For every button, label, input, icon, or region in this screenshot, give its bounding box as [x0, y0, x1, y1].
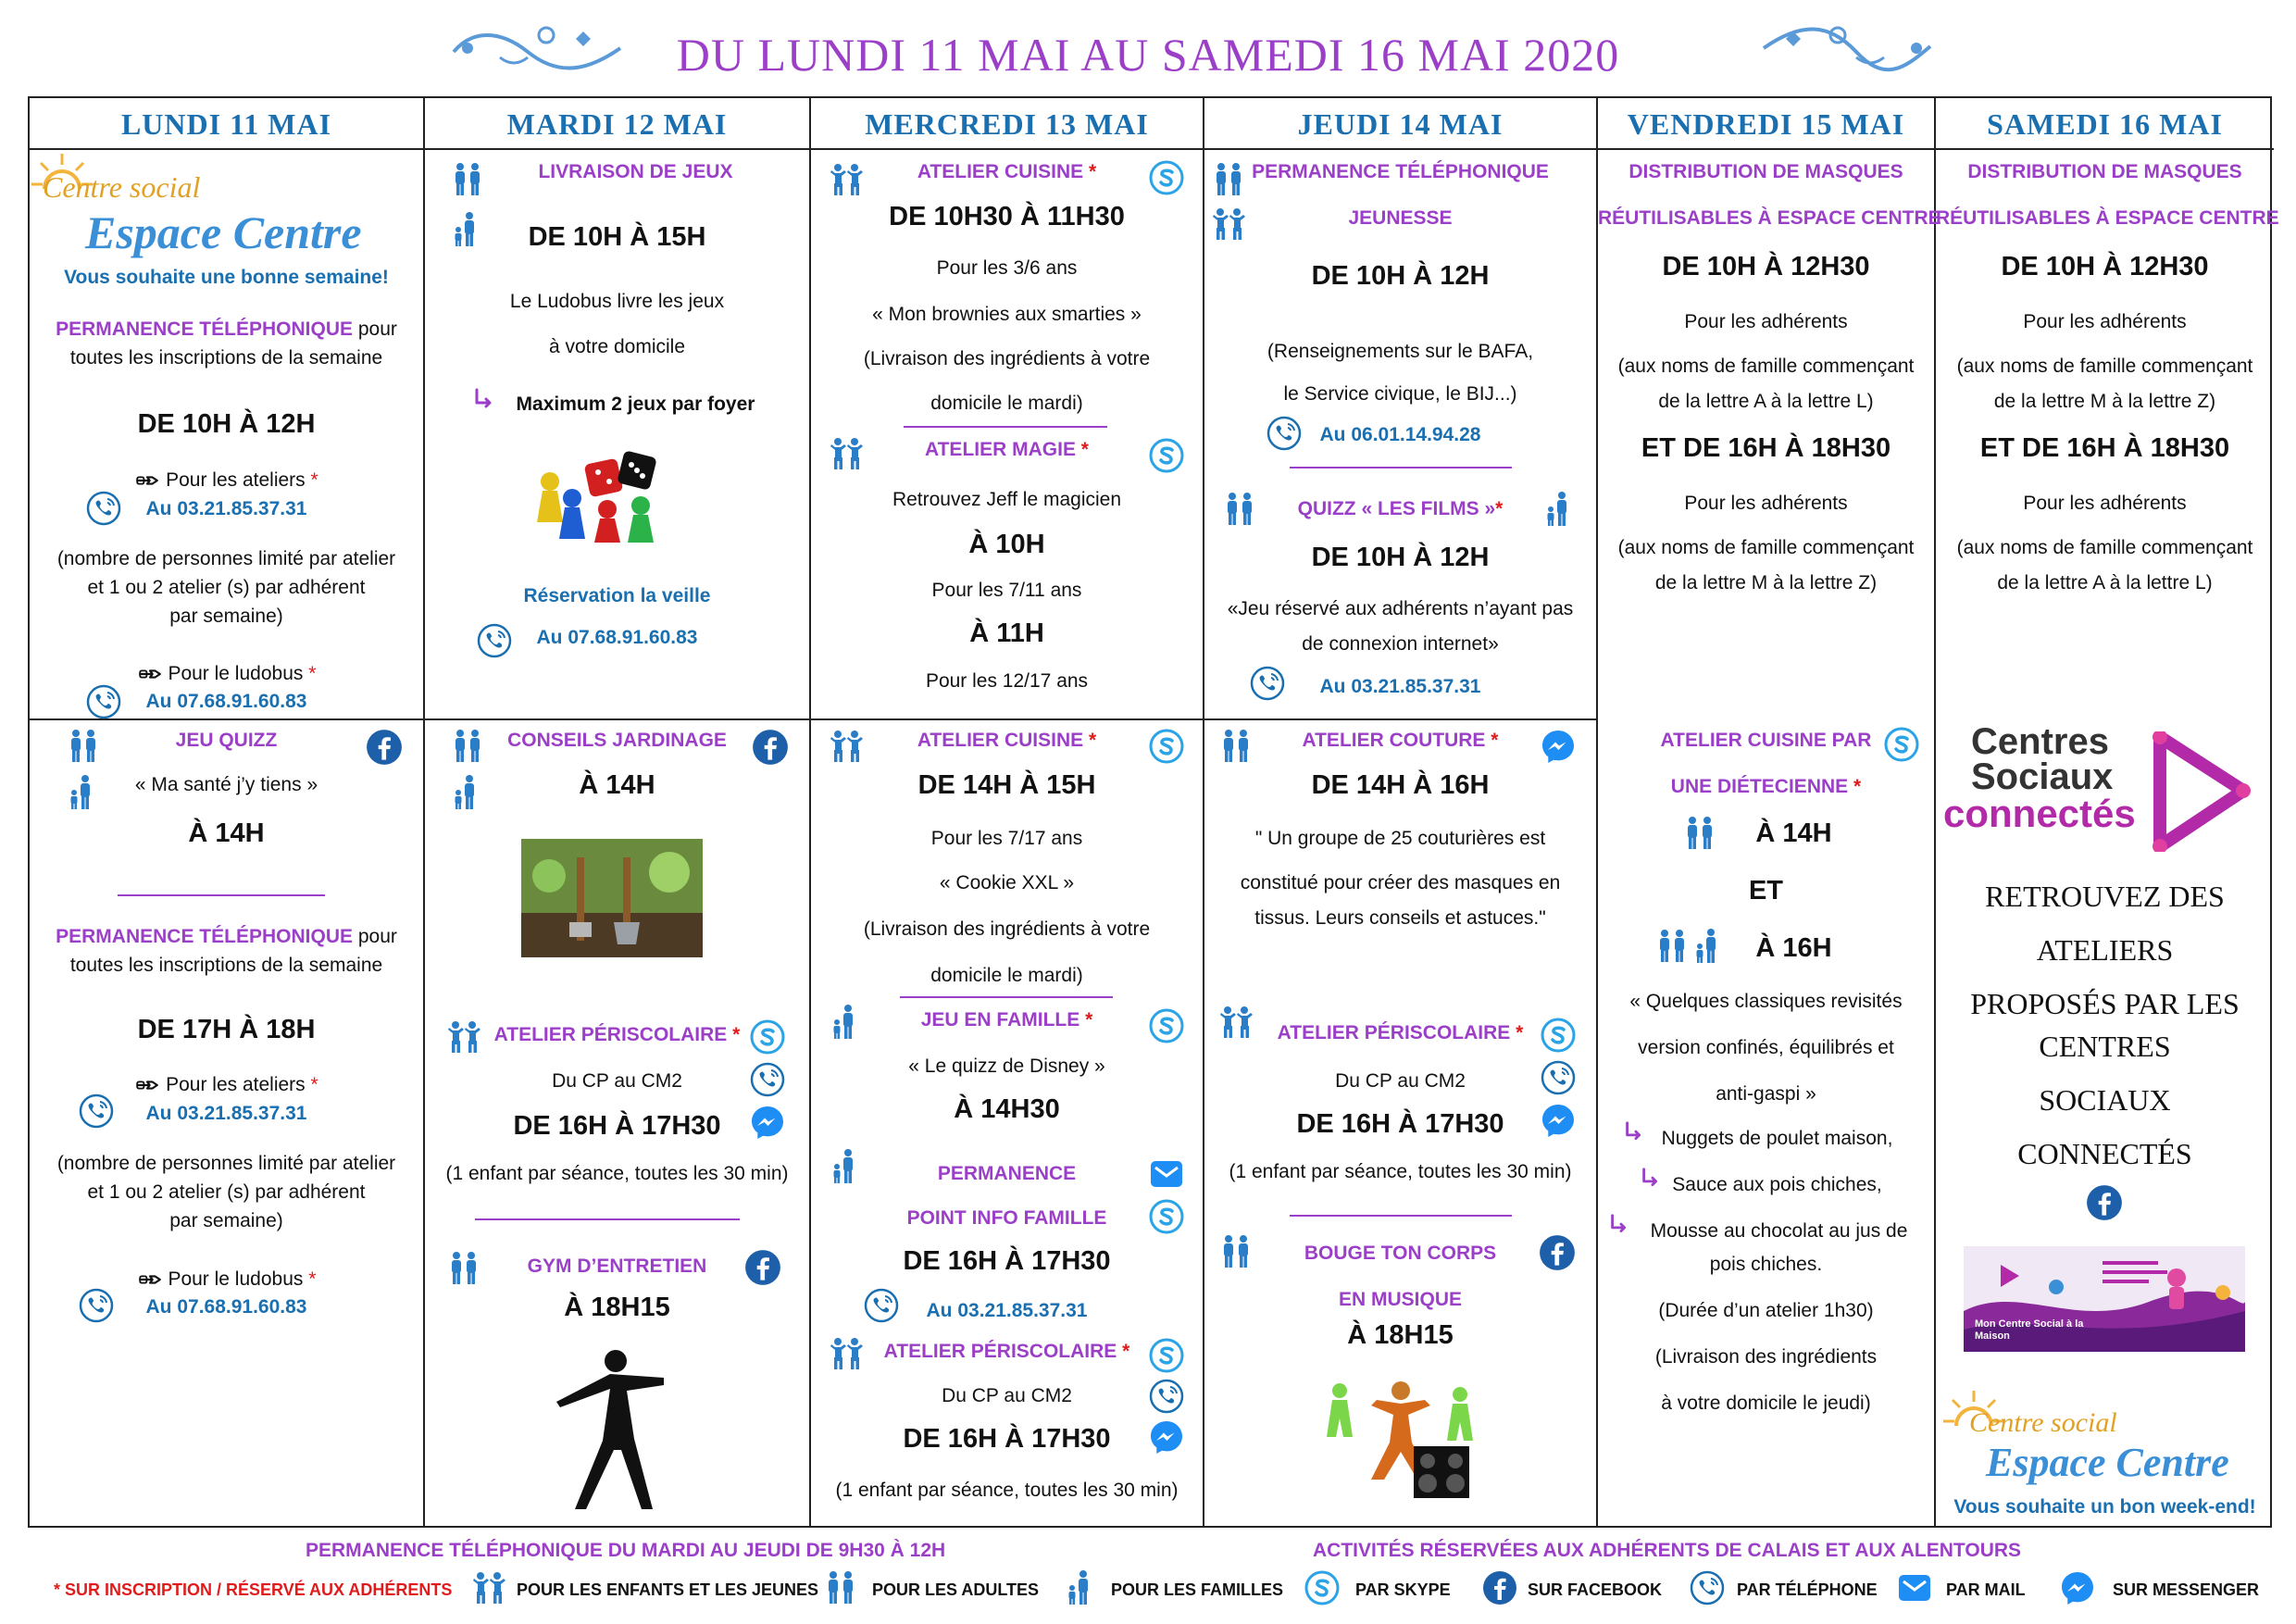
and-label: ET	[1748, 876, 1784, 906]
facebook-icon[interactable]	[743, 1248, 782, 1287]
kids-icon	[470, 1569, 507, 1606]
pointing-hand-icon	[134, 472, 160, 489]
recipe: « Mon brownies aux smarties »	[872, 304, 1142, 325]
csc-logo-line3: connectés	[1943, 792, 2136, 835]
samedi-day	[1936, 150, 2279, 1526]
perm-line2: toutes les inscriptions de la semaine	[69, 955, 383, 976]
activity-title: QUIZZ « LES FILMS »*	[1297, 498, 1504, 519]
activity-title: ATELIER COUTURE *	[1302, 730, 1499, 751]
legend-star: * SUR INSCRIPTION / RÉSERVÉ AUX ADHÉRENTS	[54, 1580, 453, 1599]
pointing-hand-icon	[137, 1271, 163, 1288]
skype-icon[interactable]	[1148, 1198, 1185, 1235]
mardi-morning	[425, 150, 809, 720]
skype-icon	[1304, 1569, 1341, 1606]
desc-line1: Le Ludobus livre les jeux	[509, 291, 725, 312]
phone-number: Au 06.01.14.94.28	[1319, 424, 1481, 445]
perm-line2: toutes les inscriptions de la semaine	[69, 347, 383, 369]
legend-facebook: SUR FACEBOOK	[1528, 1580, 1663, 1599]
jeudi-afternoon	[1204, 720, 1596, 1526]
note-line2: et 1 ou 2 atelier (s) par adhérent	[87, 577, 366, 598]
day-header: MARDI 12 MAI	[425, 98, 809, 150]
ateliers-label: Pour les ateliers *	[30, 1074, 423, 1096]
messenger-icon[interactable]	[1148, 1418, 1185, 1455]
desc-line2: à votre domicile	[548, 336, 686, 357]
note-line1: (nombre de personnes limité par atelier	[56, 548, 396, 569]
phone-icon[interactable]	[1148, 1378, 1185, 1415]
ornament-right-icon	[1745, 20, 1940, 76]
activity-title: ATELIER CUISINE *	[917, 730, 1097, 751]
time: DE 14H À 15H	[917, 770, 1096, 800]
time: DE 16H À 17H30	[1296, 1109, 1504, 1139]
activity-title: ATELIER PÉRISCOLAIRE *	[1277, 1022, 1524, 1043]
skype-icon[interactable]	[749, 1018, 786, 1056]
quiz-line1: «Jeu réservé aux adhérents n’ayant pas	[1227, 598, 1574, 619]
activity-title: PERMANENCE	[937, 1163, 1077, 1184]
phone-icon	[1689, 1569, 1726, 1606]
members: Pour les adhérents	[2023, 493, 2187, 514]
activity-title: ATELIER PÉRISCOLAIRE *	[883, 1341, 1130, 1362]
ludobus-label: Pour le ludobus *	[30, 1268, 423, 1291]
phone-number: Au 07.68.91.60.83	[145, 1296, 307, 1318]
quote-line2: constitué pour créer des masques en	[1240, 872, 1561, 893]
divider	[1290, 467, 1512, 468]
family-icon	[1541, 491, 1578, 528]
time: ET DE 16H À 18H30	[1979, 433, 2230, 463]
activity-title: POINT INFO FAMILLE	[906, 1207, 1107, 1229]
reservation: Réservation la veille	[523, 585, 711, 606]
activity-title: ATELIER MAGIE *	[925, 439, 1089, 460]
connected-line2: ATELIERS	[2036, 933, 2174, 967]
time: DE 14H À 16H	[1311, 770, 1490, 800]
activity-title: ATELIER PÉRISCOLAIRE *	[493, 1024, 741, 1045]
time: DE 17H À 18H	[137, 1015, 316, 1044]
mercredi-afternoon	[811, 720, 1203, 1526]
mail-icon[interactable]	[1148, 1156, 1185, 1193]
skype-icon[interactable]	[1883, 726, 1920, 763]
activity-title: RÉUTILISABLES À ESPACE CENTRE	[1598, 207, 1941, 229]
legend-mail: PAR MAIL	[1946, 1580, 2026, 1599]
column-mardi	[425, 98, 811, 1526]
activity-title: JEU EN FAMILLE *	[920, 1009, 1093, 1031]
delivery-line1: (Livraison des ingrédients à votre	[863, 348, 1151, 369]
lundi-afternoon	[30, 720, 423, 1526]
level: Du CP au CM2	[552, 1070, 682, 1092]
age: Pour les 3/6 ans	[936, 257, 1078, 279]
note-line1: (nombre de personnes limité par atelier	[56, 1153, 396, 1174]
activity-title: ATELIER CUISINE *	[917, 161, 1097, 182]
ludobus-label: Pour le ludobus *	[30, 663, 423, 685]
names-line1: (aux noms de famille commençant	[1617, 356, 1915, 377]
activity-title: GYM D’ENTRETIEN	[527, 1255, 707, 1277]
logo-line2: Espace Centre	[85, 206, 362, 258]
dance-music-icon	[1321, 1372, 1480, 1502]
time: À 10H	[968, 530, 1045, 559]
activity-title: ATELIER CUISINE PAR	[1660, 730, 1872, 751]
facebook-icon[interactable]	[2085, 1183, 2124, 1222]
time: À 14H	[579, 770, 655, 800]
activity-title: UNE DIÉTECIENNE *	[1670, 776, 1862, 797]
time: DE 10H À 15H	[528, 222, 706, 252]
info-line2: le Service civique, le BIJ...)	[1283, 383, 1517, 405]
members: Pour les adhérents	[2023, 311, 2187, 332]
activity-title: LIVRAISON DE JEUX	[538, 161, 733, 182]
column-lundi	[30, 98, 425, 1526]
time: À 14H30	[954, 1094, 1060, 1124]
note: (1 enfant par séance, toutes les 30 min)	[445, 1163, 789, 1184]
csc-logo-line2: Sociaux	[1971, 756, 2114, 797]
skype-icon[interactable]	[1148, 1007, 1185, 1044]
facebook-icon[interactable]	[365, 728, 404, 767]
time: DE 16H À 17H30	[903, 1246, 1111, 1276]
footer	[0, 1532, 2296, 1624]
quiz-name: « Le quizz de Disney »	[908, 1056, 1105, 1077]
legend-families: POUR LES FAMILLES	[1111, 1580, 1284, 1599]
day-header: MERCREDI 13 MAI	[811, 98, 1203, 150]
time: DE 10H À 12H30	[2001, 252, 2209, 281]
pointing-hand-icon	[137, 666, 163, 682]
adults-icon	[822, 1569, 859, 1606]
board-game-pieces-icon	[531, 444, 666, 546]
column-jeudi	[1204, 98, 1598, 1526]
time: À 16H	[1755, 933, 1832, 963]
banner-caption: Mon Centre Social à la Maison	[1975, 1318, 2084, 1342]
names-line1: (aux noms de famille commençant	[1956, 537, 2253, 558]
phone-number: Au 03.21.85.37.31	[1319, 676, 1481, 697]
column-samedi	[1936, 98, 2279, 1526]
legend-messenger: SUR MESSENGER	[2113, 1580, 2260, 1599]
names-line2: de la lettre A à la lettre L)	[1658, 391, 1874, 412]
delivery-line1: (Livraison des ingrédients	[1654, 1346, 1878, 1368]
connected-line4: CENTRES	[2039, 1030, 2171, 1063]
delivery-line2: à votre domicile le jeudi)	[1661, 1393, 1871, 1414]
skype-icon[interactable]	[1540, 1017, 1577, 1054]
jeudi-morning	[1204, 150, 1596, 720]
note-line3: par semaine)	[169, 1210, 283, 1231]
facebook-icon[interactable]	[751, 728, 790, 767]
age: Pour les 7/11 ans	[931, 580, 1082, 601]
footer-left-note: PERMANENCE TÉLÉPHONIQUE DU MARDI AU JEUDI DE 9H30 À 12H	[306, 1540, 946, 1561]
activity-title: PERMANENCE TÉLÉPHONIQUE	[1252, 161, 1549, 182]
time: À 11H	[969, 618, 1044, 648]
phone-number: Au 07.68.91.60.83	[536, 627, 698, 648]
delivery-line1: (Livraison des ingrédients à votre	[863, 918, 1151, 940]
max-games: Maximum 2 jeux par foyer	[516, 394, 755, 415]
activity-title: CONSEILS JARDINAGE	[507, 730, 727, 751]
duration: (Durée d’un atelier 1h30)	[1658, 1300, 1874, 1321]
divider	[900, 996, 1113, 998]
greeting: Vous souhaite une bonne semaine!	[64, 267, 389, 288]
mercredi-morning	[811, 150, 1203, 720]
messenger-icon[interactable]	[749, 1104, 786, 1141]
members: Pour les adhérents	[1684, 493, 1848, 514]
goodbye: Vous souhaite un bon week-end!	[1953, 1496, 2256, 1518]
day-header: VENDREDI 15 MAI	[1598, 98, 1934, 150]
menu-item-cont: pois chiches.	[1709, 1254, 1823, 1275]
delivery-line2: domicile le mardi)	[930, 965, 1083, 986]
note: (1 enfant par séance, toutes les 30 min)	[835, 1480, 1179, 1501]
phone-number: Au 03.21.85.37.31	[145, 498, 307, 519]
column-vendredi	[1598, 98, 1941, 1526]
csc-play-logo-icon	[2151, 731, 2251, 852]
perm-line1: PERMANENCE TÉLÉPHONIQUE pour	[56, 319, 397, 340]
skype-icon[interactable]	[1148, 437, 1185, 474]
footer-right-note: ACTIVITÉS RÉSERVÉES AUX ADHÉRENTS DE CALAIS ET AUX ALENTOURS	[1313, 1540, 2022, 1561]
family-icon	[1063, 1569, 1100, 1606]
time: DE 10H À 12H	[137, 409, 316, 439]
time: À 18H15	[1347, 1320, 1454, 1350]
connected-line3: PROPOSÉS PAR LES	[1970, 987, 2240, 1020]
phone-number: Au 03.21.85.37.31	[145, 1103, 307, 1124]
mail-icon	[1896, 1569, 1933, 1606]
phone-icon[interactable]	[1540, 1059, 1577, 1096]
legend-skype: PAR SKYPE	[1355, 1580, 1451, 1599]
names-line2: de la lettre A à la lettre L)	[1997, 572, 2213, 593]
time: DE 16H À 17H30	[903, 1424, 1111, 1454]
divider	[475, 1218, 740, 1220]
activity-title: EN MUSIQUE	[1338, 1289, 1462, 1310]
skype-icon[interactable]	[1148, 728, 1185, 765]
content-line2: version confinés, équilibrés et	[1638, 1037, 1894, 1058]
messenger-icon	[2059, 1569, 2096, 1606]
phone-icon[interactable]	[749, 1061, 786, 1098]
divider	[1290, 1215, 1512, 1217]
time: À 18H15	[564, 1293, 670, 1322]
age: Pour les 7/17 ans	[930, 828, 1083, 849]
names-line2: de la lettre M à la lettre Z)	[1993, 391, 2216, 412]
note-line2: et 1 ou 2 atelier (s) par adhérent	[87, 1181, 366, 1203]
menu-item: Nuggets de poulet maison,	[1661, 1128, 1893, 1149]
activity-title: DISTRIBUTION DE MASQUES	[1967, 161, 2242, 182]
time: À 14H	[188, 818, 265, 848]
day-header: JEUDI 14 MAI	[1204, 98, 1596, 150]
names-line1: (aux noms de famille commençant	[1956, 356, 2253, 377]
gym-silhouette-icon	[545, 1346, 675, 1513]
magician: Retrouvez Jeff le magicien	[892, 489, 1122, 510]
csc-logo-line1: Centres	[1971, 721, 2109, 762]
time: À 14H	[1755, 818, 1832, 848]
page-title: DU LUNDI 11 MAI AU SAMEDI 16 MAI 2020	[676, 29, 1620, 81]
level: Du CP au CM2	[942, 1385, 1072, 1406]
ateliers-label: Pour les ateliers *	[30, 469, 423, 492]
info-line1: (Renseignements sur le BAFA,	[1267, 341, 1534, 362]
menu-item: Sauce aux pois chiches,	[1672, 1174, 1882, 1195]
skype-icon[interactable]	[1148, 1337, 1185, 1374]
level: Du CP au CM2	[1335, 1070, 1466, 1092]
legend-kids: POUR LES ENFANTS ET LES JEUNES	[517, 1580, 819, 1599]
pointing-hand-icon	[134, 1077, 160, 1093]
note: (1 enfant par séance, toutes les 30 min)	[1229, 1161, 1572, 1182]
activity-title: JEUNESSE	[1348, 207, 1453, 229]
day-header: SAMEDI 16 MAI	[1936, 98, 2274, 150]
divider	[904, 426, 1107, 428]
day-header: LUNDI 11 MAI	[30, 98, 423, 150]
connected-line5: SOCIAUX	[2039, 1083, 2171, 1117]
legend-adults: POUR LES ADULTES	[872, 1580, 1040, 1599]
connected-line1: RETROUVEZ DES	[1985, 880, 2225, 913]
mardi-afternoon	[425, 720, 809, 1526]
age: Pour les 12/17 ans	[925, 670, 1089, 692]
time: ET DE 16H À 18H30	[1641, 433, 1891, 463]
logo-line2: Espace Centre	[1986, 1440, 2229, 1485]
names-line1: (aux noms de famille commençant	[1617, 537, 1915, 558]
messenger-icon[interactable]	[1540, 1102, 1577, 1139]
legend-phone: PAR TÉLÉPHONE	[1737, 1580, 1878, 1599]
time: DE 16H À 17H30	[513, 1111, 721, 1141]
time: DE 10H À 12H30	[1662, 252, 1870, 281]
subtitle: « Ma santé j’y tiens »	[134, 774, 318, 795]
weekly-schedule	[28, 96, 2279, 1528]
skype-icon[interactable]	[1148, 159, 1185, 196]
logo-line1: Centre social	[1969, 1407, 2117, 1438]
note-line3: par semaine)	[169, 606, 283, 627]
quiz-line2: de connexion internet»	[1302, 633, 1499, 655]
facebook-icon[interactable]	[1538, 1233, 1577, 1272]
quote-line1: " Un groupe de 25 couturières est	[1254, 828, 1546, 849]
quote-line3: tissus. Leurs conseils et astuces."	[1254, 907, 1546, 929]
time: DE 10H À 12H	[1311, 261, 1490, 291]
phone-number: Au 07.68.91.60.83	[145, 691, 307, 712]
divider	[118, 894, 325, 896]
content-line3: anti-gaspi »	[1716, 1083, 1816, 1105]
perm-line1: PERMANENCE TÉLÉPHONIQUE pour	[56, 926, 397, 947]
delivery-line2: domicile le mardi)	[930, 393, 1083, 414]
connected-line6: CONNECTÉS	[2017, 1137, 2192, 1170]
facebook-icon	[1481, 1569, 1518, 1606]
activity-title: BOUGE TON CORPS	[1304, 1243, 1497, 1264]
activity-title: JEU QUIZZ	[175, 730, 278, 751]
home-banner	[1964, 1246, 2245, 1352]
names-line2: de la lettre M à la lettre Z)	[1654, 572, 1878, 593]
gardening-photo-icon	[521, 839, 703, 957]
members: Pour les adhérents	[1684, 311, 1848, 332]
content-line1: « Quelques classiques revisités	[1629, 991, 1903, 1012]
recipe: « Cookie XXL »	[939, 872, 1075, 893]
activity-title: DISTRIBUTION DE MASQUES	[1628, 161, 1903, 182]
time: DE 10H30 À 11H30	[889, 202, 1125, 231]
page-header	[0, 0, 2296, 93]
messenger-icon[interactable]	[1540, 728, 1577, 765]
activity-title: RÉUTILISABLES À ESPACE CENTRE	[1936, 207, 2279, 229]
column-mercredi	[811, 98, 1204, 1526]
time: DE 10H À 12H	[1311, 543, 1490, 572]
lundi-morning	[30, 150, 423, 720]
vendredi-day	[1598, 150, 1941, 1526]
menu-item: Mousse au chocolat au jus de	[1650, 1220, 1908, 1242]
logo-line1: Centre social	[43, 170, 201, 204]
phone-number: Au 03.21.85.37.31	[926, 1300, 1088, 1321]
